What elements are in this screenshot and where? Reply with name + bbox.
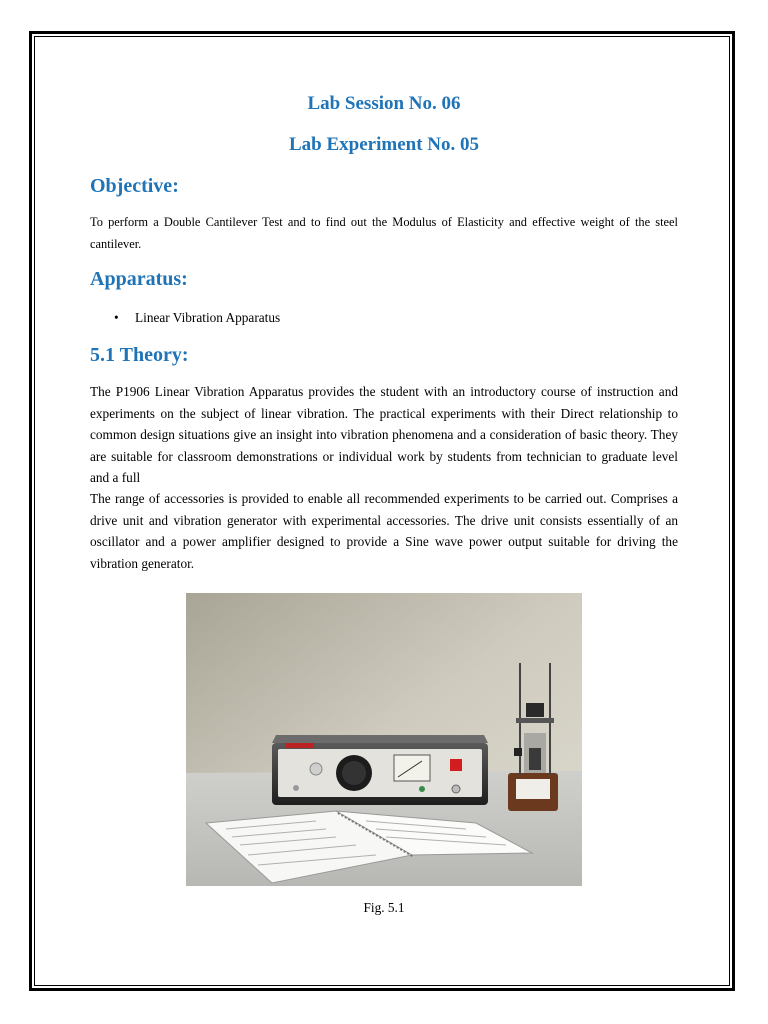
bullet-icon: • [114,310,119,325]
theory-paragraph-2: The range of accessories is provided to enable all recommended experiments to be carried out. Comprises a drive unit and vibration generator with experimental accessories. The drive unit consists essentially of an oscillator and a power amplifier designed to provide a Sine wave power output suitable for driving the vibration generator. [90,491,678,571]
drive-unit [272,735,488,805]
apparatus-item-label: Linear Vibration Apparatus [135,310,281,325]
apparatus-list-item [114,308,280,328]
figure-caption: Fig. 5.1 [363,900,405,915]
objective-text: To perform a Double Cantilever Test and to find out the Modulus of Elasticity and effective weight of the steel cantilever. [90,215,678,251]
lab-session-title: Lab Session No. 06 [307,93,461,114]
lab-experiment-title: Lab Experiment No. 05 [289,134,479,155]
objective-heading: Objective: [90,175,179,197]
apparatus-heading: Apparatus: [90,268,188,290]
theory-paragraph-1: The P1906 Linear Vibration Apparatus provides the student with an introductory course of instruction and experiments on the subject of linear vibration. The practical experiments with their Direct relationship to common design situations give an insight into vibration phenomena and a consideration of basic theory. They are suitable for classroom demonstrations or individual work by students from technician to graduate level and a full [90,384,678,485]
apparatus-photo [186,593,582,886]
theory-heading: 5.1 Theory: [90,344,189,366]
